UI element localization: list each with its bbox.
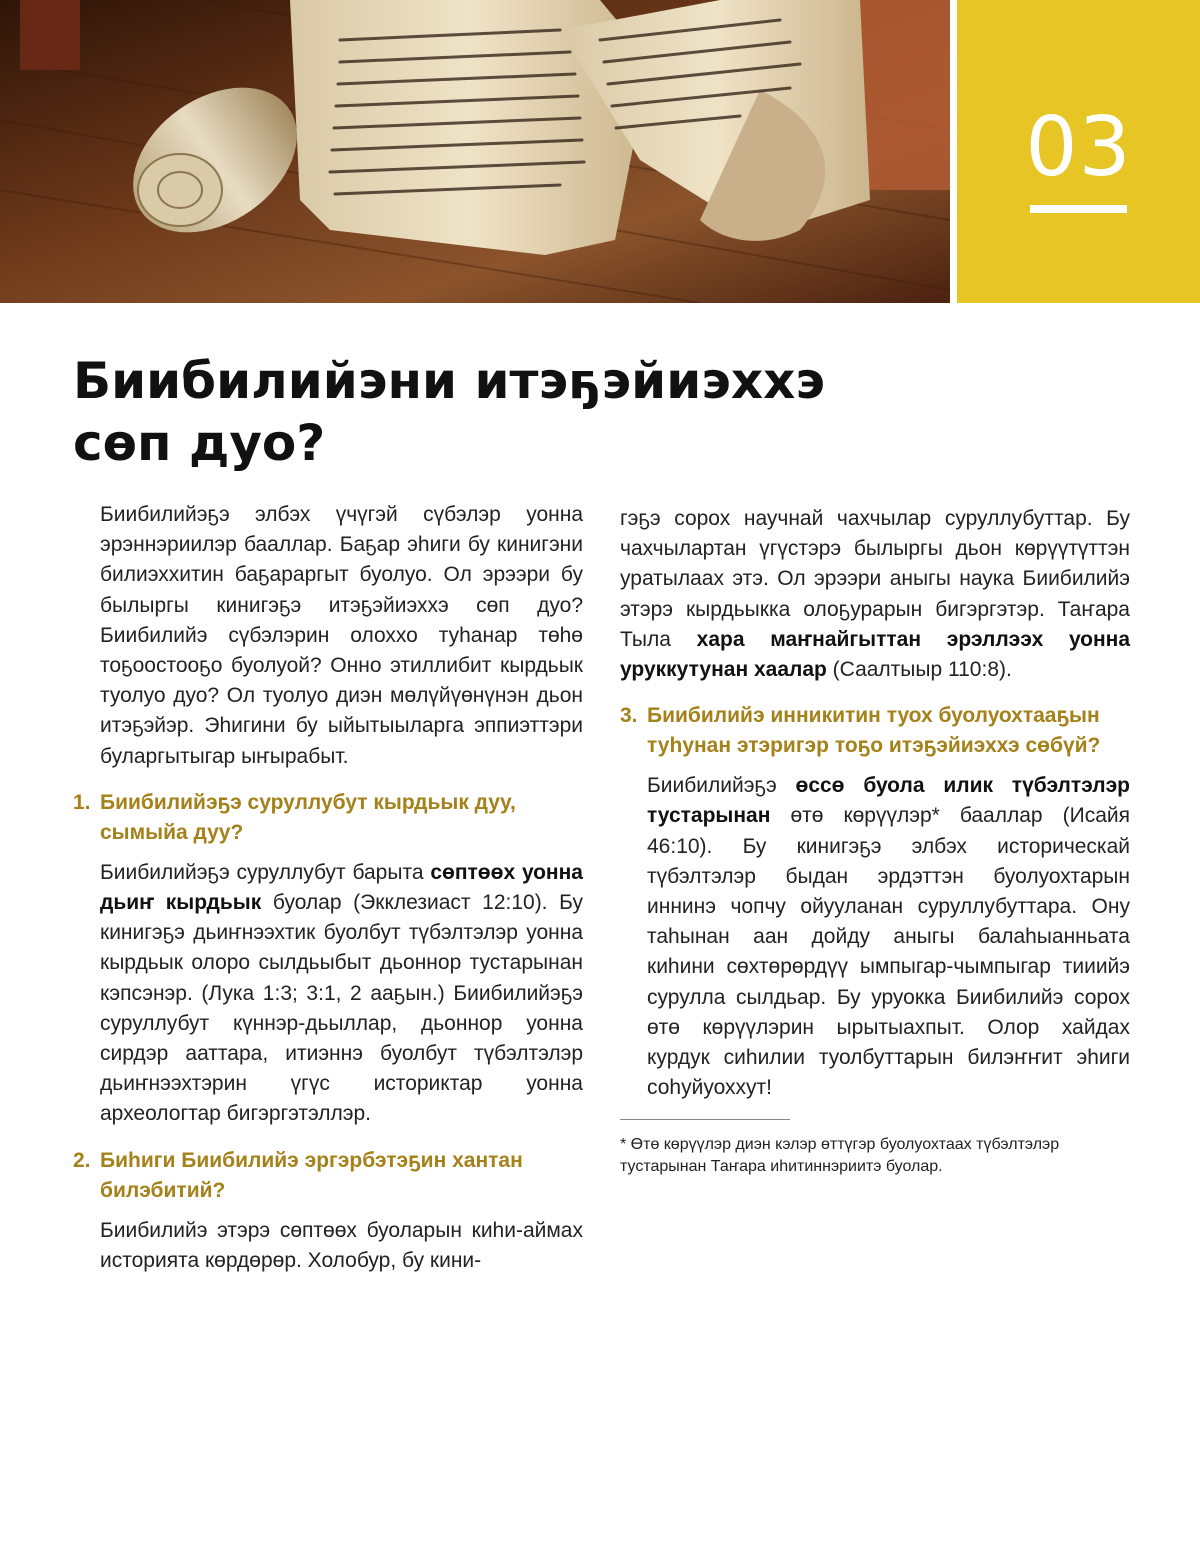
question-2-answer-start: Биибилийэ этэрэ сөптөөх буоларын киһи-аймах историята көрдөрөр. Холобур, бу кини- [100, 1218, 583, 1272]
chapter-underline [1030, 205, 1127, 213]
question-2-heading [73, 1146, 583, 1206]
question-3-answer: Биибилийэҕэ өссө буола илик түбэлтэлэр тустарынан өтө көрүүлэр* бааллар (Исайя 46:10). Бу кинигэҕэ элбэх историческай түбэлтэлэр быдан эрдэттэн буолуохтарын иннинэ чопчу ойууланан суруллубуттара. Ону таһынан аан дойду аныгы балаһыанньата киһини сөхтөрөрдүү ымпыгар-чымпыгар тииийэ сурулла сылдьар. Бу уруокка Биибилийэ сорох өтө көрүүлэрин ырытыахпыт. Олор хайдах курдук сиһилии туолбуттарын билэҥҥит эһиги соһуйуоххут! [647, 774, 1130, 1100]
question-1-answer: Биибилийэҕэ суруллубут барыта сөптөөх уонна дьиҥ кырдьык буолар (Экклезиаст 12:10). Бу кинигэҕэ дьиҥнээхтик буолбут түбэлтэлэр уонна кырдьык олоро сылдьыбыт дьоннор тустарынан кэпсэнэр. (Лука 1:3; 3:1, 2 ааҕын.) Биибилийэҕэ суруллубут күннэр-дьыллар, дьоннор уонна сирдэр ааттара, итиэннэ буолбут түбэлтэлэр дьиҥнээхтэрин үгүс историктар уонна археологтар бигэргэтэллэр. [100, 860, 583, 1126]
question-2-title: Биһиги Биибилийэ эргэрбэтэҕин хантан билэбитий? [100, 1148, 523, 1202]
footnote-divider [620, 1119, 790, 1120]
question-3-emphasis: өссө буола илик түбэлтэлэр тустарынан [647, 774, 1130, 828]
page-title-line-2: сөп дуо? [73, 414, 326, 472]
header-image [0, 0, 950, 303]
question-3-heading [620, 701, 1130, 761]
scrolls-image [0, 0, 950, 303]
footnote: * Өтө көрүүлэр диэн кэлэр өттүгэр буолуохтаах түбэлтэлэр тустарынан Таҥара иһитиннэриитэ буолар. [620, 1136, 1060, 1176]
question-2-number: 2. [73, 1148, 91, 1172]
question-1-heading [73, 788, 583, 848]
left-column [73, 500, 583, 1276]
question-2-emphasis: хара маҥнайгыттан эрэллээх уонна уруккутунан хаалар [620, 627, 1131, 682]
chapter-badge [957, 0, 1200, 303]
page-title-line-1: Биибилийэни итэҕэйиэххэ [73, 352, 826, 410]
question-1-title: Биибилийэҕэ суруллубут кырдьык дуу, сымыйа дуу? [100, 790, 516, 844]
question-3-number: 3. [620, 704, 638, 728]
question-2-answer-end: гэҕэ сорох научнай чахчылар суруллубуттар. Бу чахчылартан үгүстэрэ былыргы дьон көрүүтүттэн уратылаах этэ. Ол эрээри аныгы наука Биибилийэ этэрэ кырдьыкка олоҕурарын бигэргэтэр. Таҥара Тыла хара маҥнайгыттан эрэллээх уонна уруккутунан хаалар (Саалтыыр 110:8). [620, 507, 1131, 682]
chapter-number: 03 [1025, 100, 1132, 195]
question-1-emphasis: сөптөөх уонна дьиҥ кырдьык [100, 860, 583, 915]
page-title [73, 350, 893, 474]
question-3-title: Биибилийэ инникитин туох буолуохтааҕын туһунан этэригэр тоҕо итэҕэйиэххэ сөбүй? [647, 704, 1101, 758]
question-1-number: 1. [73, 790, 91, 814]
right-column [620, 504, 1130, 1178]
intro-paragraph: Биибилийэҕэ элбэх үчүгэй сүбэлэр уонна эрэннэриилэр бааллар. Баҕар эһиги бу кинигэни билиэххитин баҕараргыт буолуо. Ол эрээри бу былыргы кинигэҕэ итэҕэйиэххэ сөп дуо? Биибилийэ сүбэлэрин олоххо туһанар төһө тоҕоостооҕо буолуой? Онно этиллибит кырдьык туолуо дуо? Ол туолуо диэн мөлүйүөнүнэн дьон итэҕэйэр. Эһигини бу ыйытыыларга эппиэттэри буларгытыгар ыҥырабыт. [100, 503, 583, 768]
